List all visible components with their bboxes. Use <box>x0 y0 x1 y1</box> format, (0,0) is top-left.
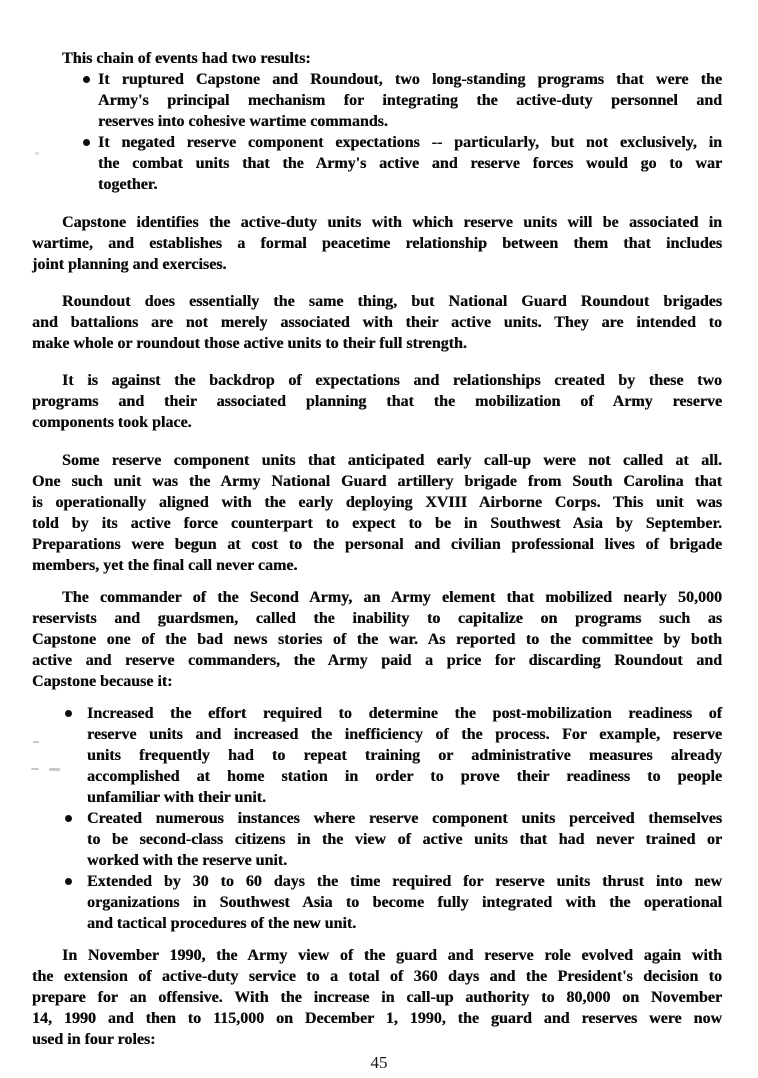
paragraph <box>32 48 722 69</box>
bullet-icon <box>65 815 72 822</box>
text-line: used in four roles: <box>32 1031 156 1048</box>
paragraph <box>32 370 722 433</box>
text-line: active and reserve commanders, the Army paid a price for discarding Roundout and <box>32 652 722 669</box>
text-line: Preparations were begun at cost to the personal and civilian professional lives of brigade <box>32 536 722 553</box>
text-line: prepare for an offensive. With the increase in call-up authority to 80,000 on November <box>32 989 722 1006</box>
text-line: reserve units and increased the inefficiency of the process. For example, reserve <box>87 726 722 743</box>
text-line: Capstone because it: <box>32 673 173 690</box>
list-item <box>32 69 722 132</box>
text-line: 14, 1990 and then to 115,000 on December 1, 1990, the guard and reserves were now <box>32 1010 722 1027</box>
text-line: units frequently had to repeat training or administrative measures already <box>87 747 722 764</box>
scan-artifact <box>33 741 39 743</box>
scan-artifact <box>35 152 39 155</box>
text-line: components took place. <box>32 414 192 431</box>
text-line: joint planning and exercises. <box>32 256 227 273</box>
list-item <box>32 132 722 195</box>
text-line: make whole or roundout those active units to their full strength. <box>32 335 467 352</box>
text-line: reserves into cohesive wartime commands. <box>98 113 388 130</box>
text-line: told by its active force counterpart to expect to be in Southwest Asia by September. <box>32 515 722 532</box>
text-line: Capstone one of the bad news stories of the war. As reported to the committee by both <box>32 631 722 648</box>
text-line: and battalions are not merely associated with their active units. They are intended to <box>32 314 722 331</box>
text-line: the combat units that the Army's active and reserve forces would go to war <box>98 155 722 172</box>
paragraph <box>32 450 722 576</box>
text-line: Some reserve component units that anticipated early call-up were not called at all. <box>62 452 722 469</box>
paragraph <box>32 945 722 1050</box>
scan-artifact <box>31 768 39 770</box>
text-line: This chain of events had two results: <box>62 50 311 67</box>
text-line: It ruptured Capstone and Roundout, two long-standing programs that were the <box>98 71 722 88</box>
bullet-icon <box>65 710 72 717</box>
text-line: Increased the effort required to determine the post-mobilization readiness of <box>87 705 722 722</box>
text-line: One such unit was the Army National Guard artillery brigade from South Carolina that <box>32 473 722 490</box>
text-line: is operationally aligned with the early deploying XVIII Airborne Corps. This unit was <box>32 494 722 511</box>
text-line: unfamiliar with their unit. <box>87 789 266 806</box>
text-line: together. <box>98 176 158 193</box>
text-line: Capstone identifies the active-duty units with which reserve units will be associated in <box>62 214 722 231</box>
text-line: wartime, and establishes a formal peacetime relationship between them that includes <box>32 235 722 252</box>
text-line: It is against the backdrop of expectations and relationships created by these two <box>62 372 722 389</box>
text-line: worked with the reserve unit. <box>87 852 288 869</box>
text-line: reservists and guardsmen, called the inability to capitalize on programs such as <box>32 610 722 627</box>
scan-artifact <box>49 768 60 771</box>
text-line: programs and their associated planning that the mobilization of Army reserve <box>32 393 722 410</box>
text-line: the extension of active-duty service to a total of 360 days and the President's decision to <box>32 968 722 985</box>
text-line: organizations in Southwest Asia to become fully integrated with the operational <box>87 894 722 911</box>
bullet-list <box>32 703 722 934</box>
text-line: and tactical procedures of the new unit. <box>87 915 357 932</box>
list-item <box>32 871 722 934</box>
text-line: In November 1990, the Army view of the guard and reserve role evolved again with <box>62 947 722 964</box>
list-item <box>32 703 722 808</box>
text-line: to be second-class citizens in the view of active units that had never trained or <box>87 831 722 848</box>
list-item <box>32 808 722 871</box>
text-line: Created numerous instances where reserve component units perceived themselves <box>87 810 722 827</box>
paragraph <box>32 291 722 354</box>
bullet-icon <box>65 878 72 885</box>
paragraph <box>32 587 722 692</box>
bullet-list <box>32 69 722 195</box>
bullet-icon <box>83 76 90 83</box>
page-number: 45 <box>370 1053 388 1072</box>
text-line: It negated reserve component expectations -- particularly, but not exclusively, in <box>98 134 722 151</box>
text-line: members, yet the final call never came. <box>32 557 298 574</box>
bullet-icon <box>83 139 90 146</box>
text-line: accomplished at home station in order to prove their readiness to people <box>87 768 722 785</box>
text-column <box>32 48 722 1050</box>
text-line: The commander of the Second Army, an Army element that mobilized nearly 50,000 <box>62 589 722 606</box>
paragraph <box>32 212 722 275</box>
text-line: Extended by 30 to 60 days the time required for reserve units thrust into new <box>87 873 722 890</box>
text-line: Army's principal mechanism for integrating the active-duty personnel and <box>98 92 722 109</box>
text-line: Roundout does essentially the same thing, but National Guard Roundout brigades <box>62 293 722 310</box>
